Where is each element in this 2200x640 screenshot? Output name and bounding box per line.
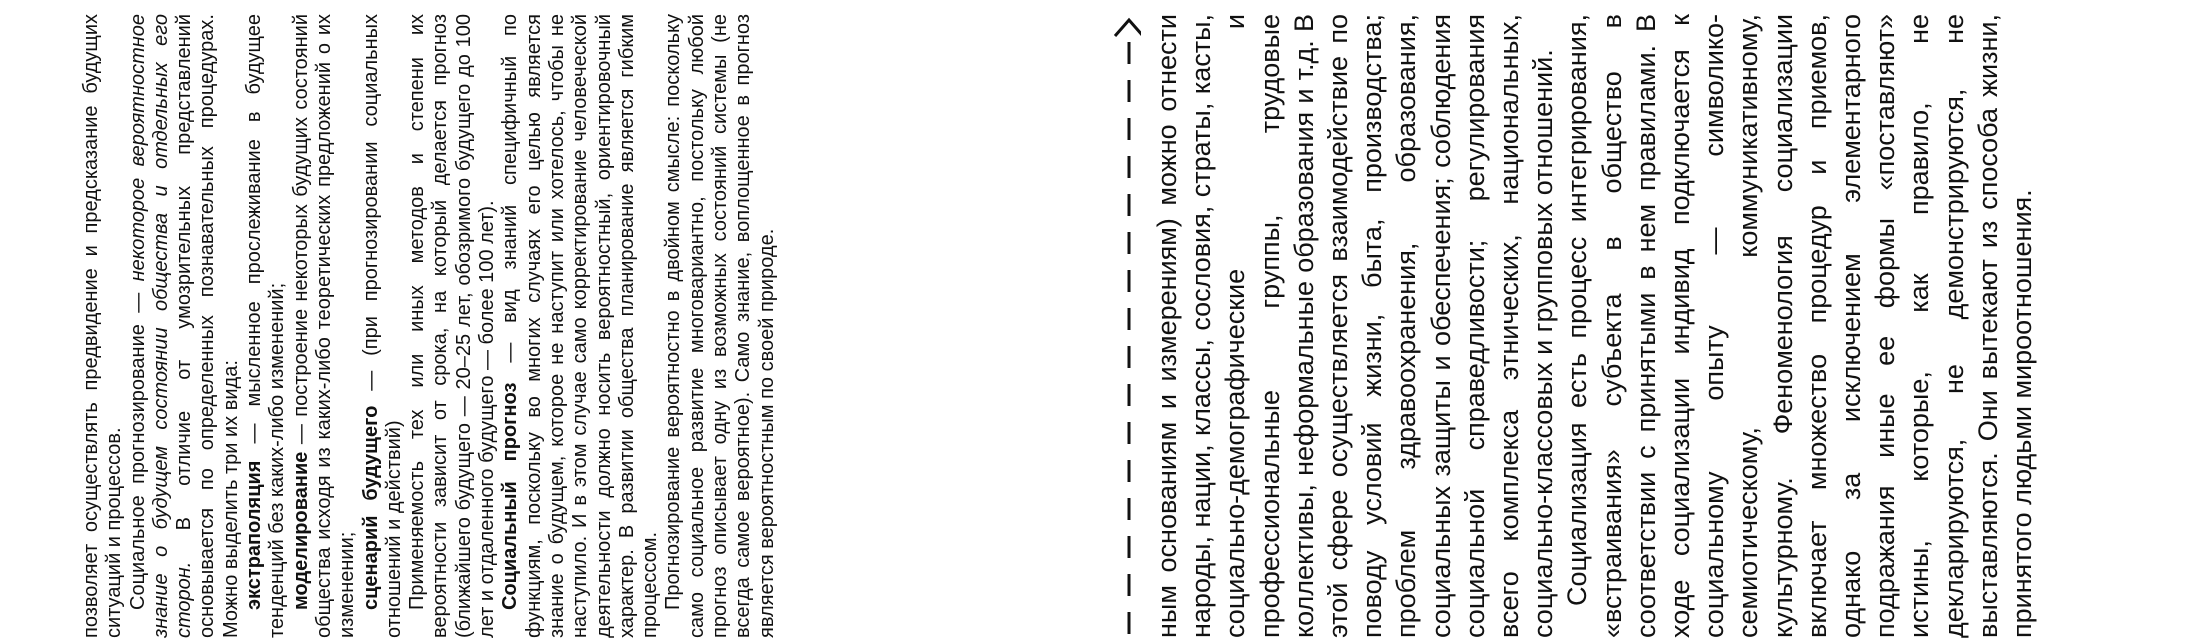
term-modeling: моделирование [289, 451, 312, 610]
paragraph-social-groups: ным основаниям и измерениям) можно отнести народы, нации, классы, сословия, страты, касты, социально-демографические и профессиональные группы, трудовые коллективы, неформальные образования и т.д. В этой сфере осуществляется взаимодействие по поводу условий жизни, быта, производства; проблем здравоохранения, образования, социальных защиты и обеспечения; соблюдения социальной справедливости; регулирования всего комплекса этнических, национальных, социально-классовых и групповых отношений. [1152, 14, 1559, 638]
paragraph-probability: Прогнозирование вероятностно в двойном смысле: поскольку само социальное развитие многовариантно, постольку любой прогноз описывает одну из возможных состояний системы (не всегда самое вероятное). Само знание, воплощенное в прогноз является вероятностным по своей природе. [662, 14, 778, 638]
dashed-divider [1105, 12, 1141, 636]
term-scenario: сценарий будущего [359, 405, 382, 610]
paragraph-lead: позволяет осуществлять предвидение и предсказание будущих ситуаций и процессов. [80, 14, 126, 638]
small-text-column [80, 14, 779, 638]
paragraph-forecasting-rest: В отличие от умозрительных представлений основывается по определенных познавательных процедурах. Можно выделить три их вида: [173, 14, 242, 638]
term-extrapolation: экстраполяция [243, 460, 266, 610]
paragraph-methods: Применяемость тех или иных методов и степени их вероятности зависит от срока, на который делается прогноз (ближайшего будущего — 20–25 лет, обозримого будущего до 100 лет и отдаленного будущего — более 100 лет). [406, 14, 499, 638]
paragraph-forecasting-start: Социальное прогнозирование — [126, 281, 149, 610]
text-social-forecast: — вид знаний специфичный по функциям, поскольку во многих случаях его целью является знание о будущем, которое не наступит или хотелось, чтобы не наступило. И в этом случае само корректирование человеческой деятельности должно носить вероятностный, ориентировочный характер. В развитии общества планирование является гибким процессом. [499, 14, 662, 638]
list-item-modeling [290, 14, 360, 638]
paragraph-socialization: Социализация есть процесс интегрирования, «встраивания» субъекта в общество в соответствии с принятыми в нем правилами. В ходе социализации индивид подключается к социальному опыту — символико-семиотическому, коммуникативному, культурному. Феноменология социализации включает множество процедур и приемов, однако за исключением элементарного подражания иные ее формы «поставляют» истины, которые, как правило, не декларируются, не демонстрируются, не выставляются. Они вытекают из способа жизни, принятого людьми мироотношения. [1562, 14, 2038, 638]
paragraph-social-forecast [499, 14, 662, 638]
definition-italic: некоторое вероятностное знание о будущем состоянии общества и отдельных его сторон. [126, 14, 196, 638]
list-item-extrapolation [243, 14, 290, 638]
divider-arrow-icon [1115, 20, 1141, 36]
text-scenario: — (при прогнозировании социальных отношений и действий) [359, 14, 405, 638]
text-extrapolation: — мысленное прослеживание в будущее тенденций без каких-либо изменений; [243, 14, 289, 638]
large-text-column [1150, 14, 2039, 638]
term-social-forecast: Социальный прогноз [499, 382, 522, 610]
paragraph-forecasting-definition [127, 14, 243, 638]
text-modeling: — построение некоторых будущих состояний общества исходя из каких-либо теоретических предложений о их изменении; [289, 14, 359, 638]
list-item-scenario [360, 14, 407, 638]
